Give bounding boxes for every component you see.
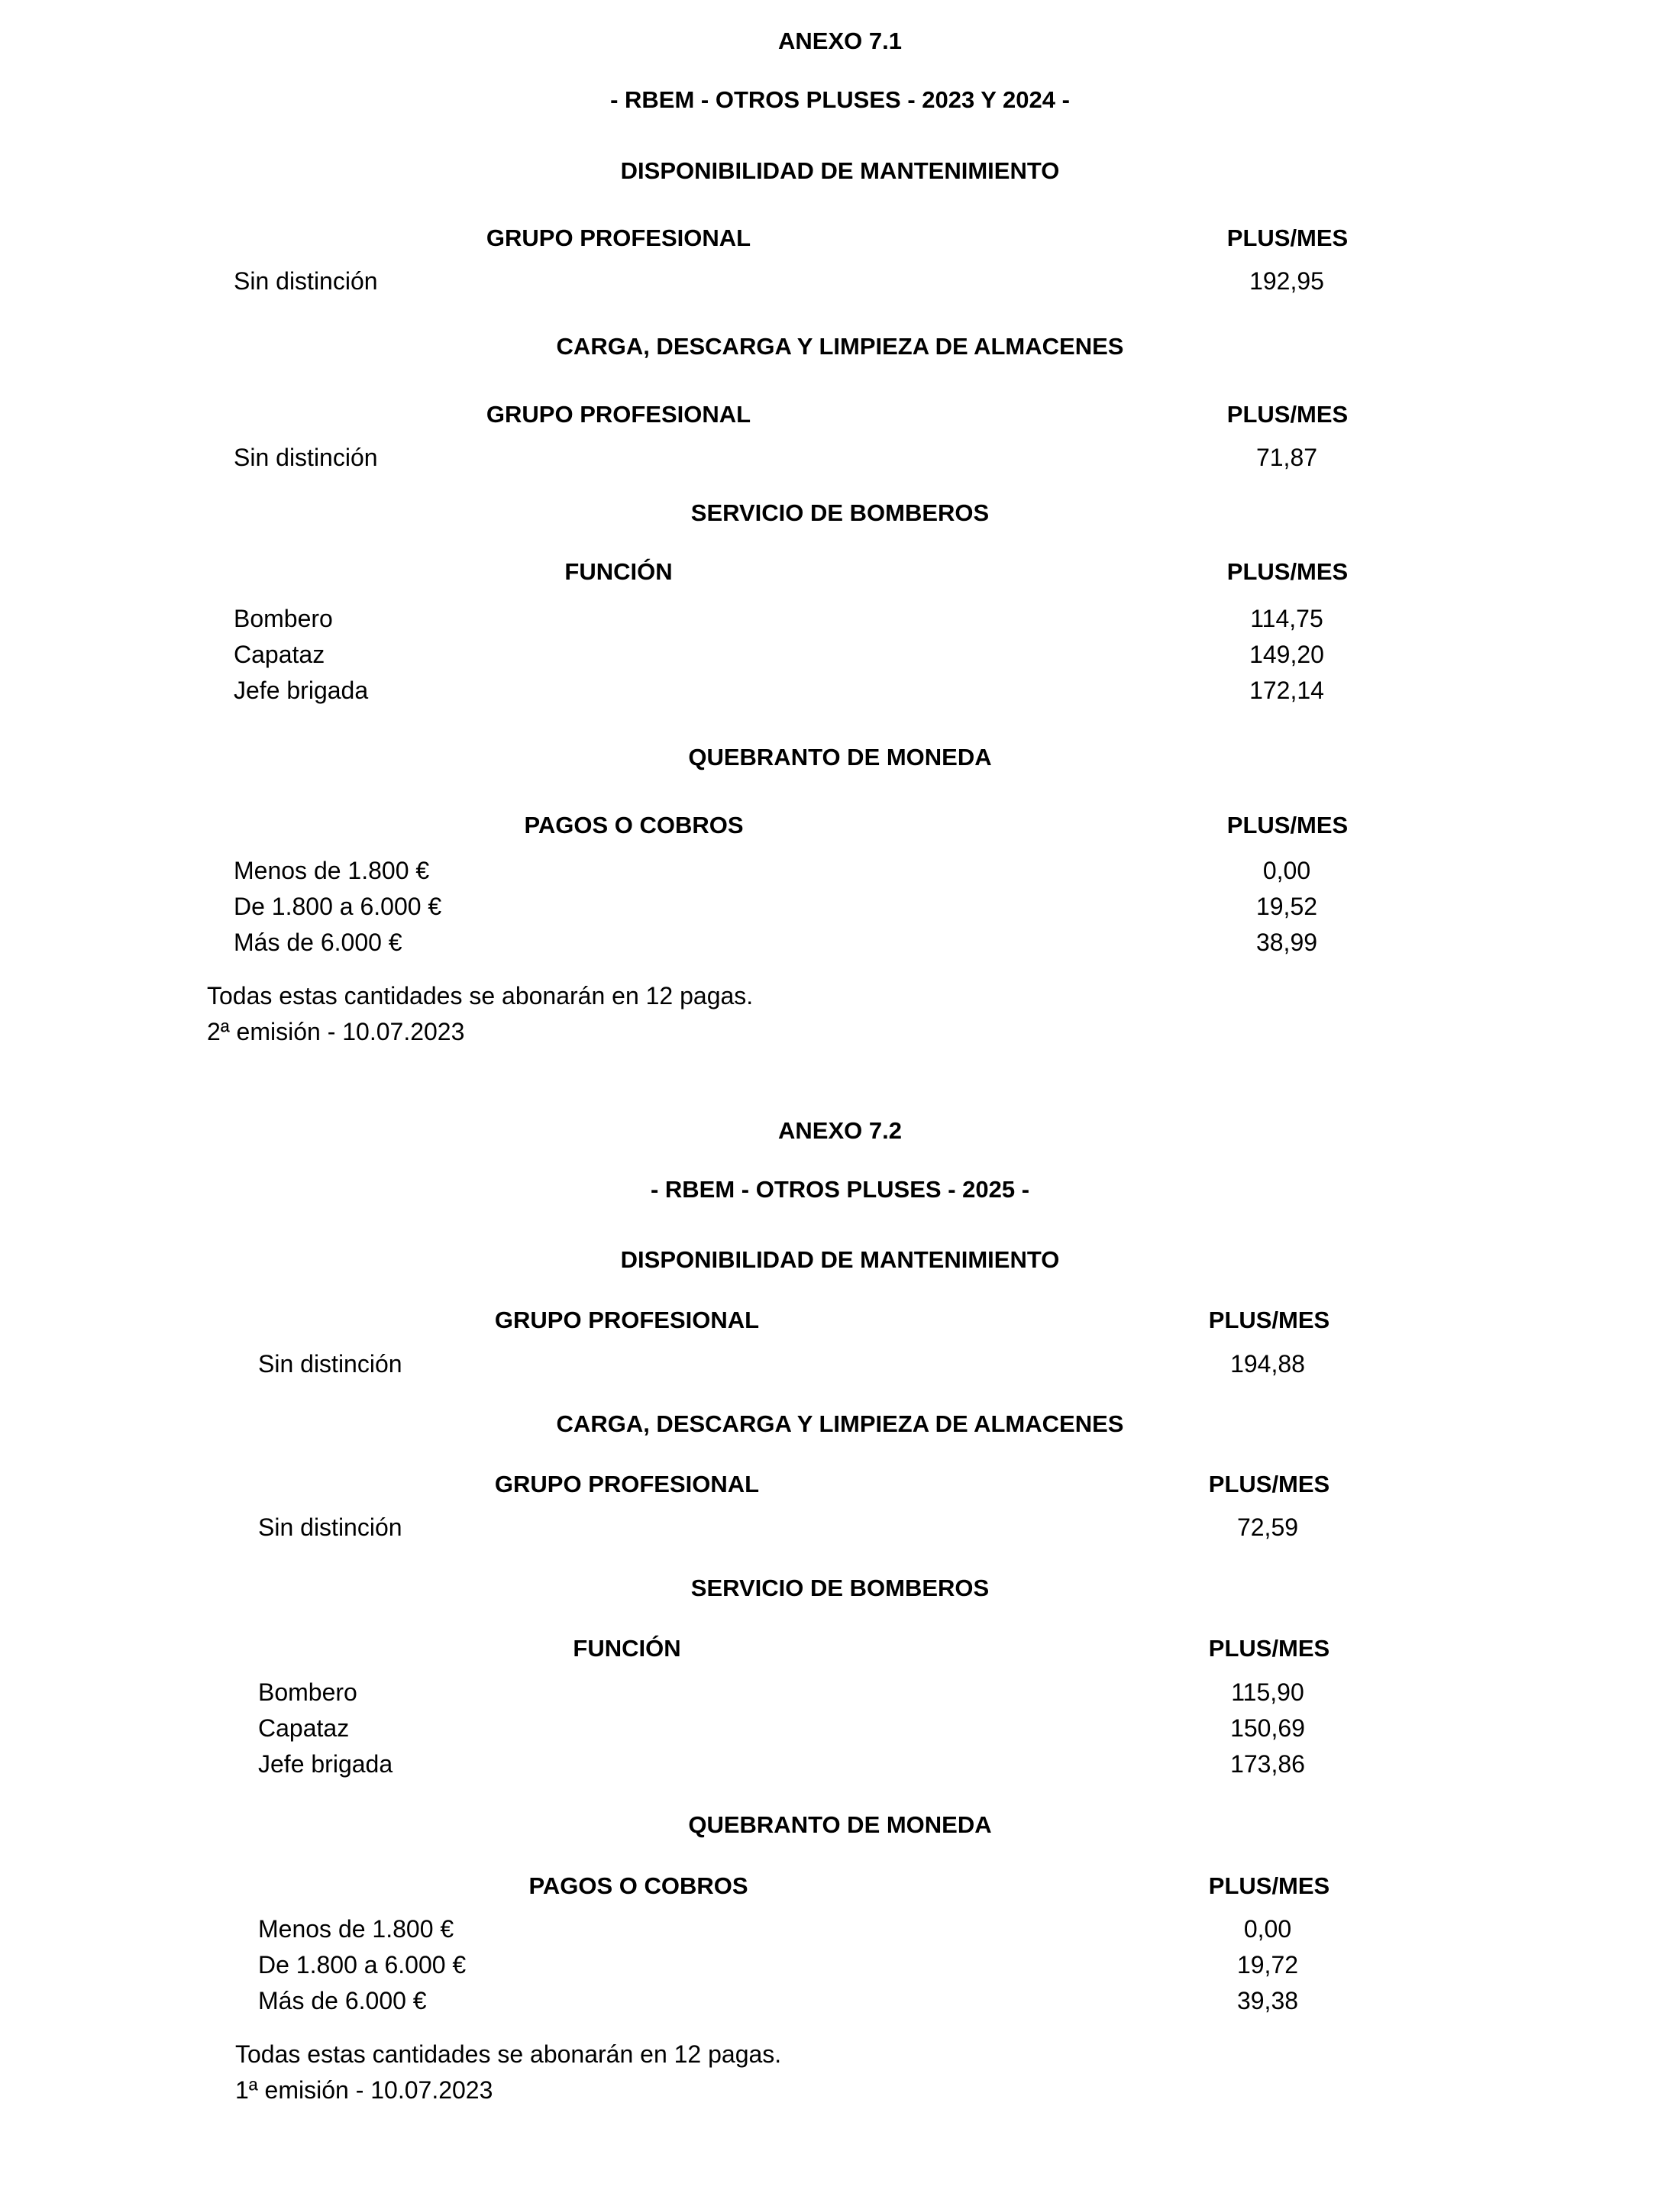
- row-value: 19,72: [1236, 1951, 1299, 1979]
- column-header-grupo: GRUPO PROFESIONAL: [494, 1307, 760, 1333]
- row-value: 0,00: [1243, 1915, 1292, 1943]
- row-label: Sin distinción: [234, 267, 378, 295]
- annex-subtitle: - RBEM - OTROS PLUSES - 2023 Y 2024 -: [610, 86, 1070, 113]
- section-heading-quebranto: QUEBRANTO DE MONEDA: [688, 1811, 992, 1838]
- column-header-funcion: FUNCIÓN: [573, 1635, 681, 1662]
- emission-note: 1ª emisión - 10.07.2023: [235, 2076, 493, 2104]
- row-label: Sin distinción: [258, 1513, 402, 1541]
- column-header-plus: PLUS/MES: [1208, 1872, 1330, 1899]
- column-header-pagos: PAGOS O COBROS: [524, 812, 744, 838]
- row-value: 38,99: [1255, 929, 1318, 956]
- row-value: 150,69: [1230, 1714, 1305, 1742]
- column-header-pagos: PAGOS O COBROS: [528, 1872, 748, 1899]
- row-value: 71,87: [1255, 444, 1318, 471]
- row-value: 72,59: [1236, 1513, 1299, 1541]
- row-label: De 1.800 a 6.000 €: [234, 893, 442, 920]
- annex-title: ANEXO 7.1: [778, 27, 902, 54]
- column-header-plus: PLUS/MES: [1208, 1635, 1330, 1662]
- row-label: Bombero: [258, 1678, 357, 1706]
- section-heading-bomberos: SERVICIO DE BOMBEROS: [690, 499, 990, 526]
- row-value: 39,38: [1236, 1987, 1299, 2014]
- column-header-plus: PLUS/MES: [1226, 558, 1349, 585]
- row-value: 194,88: [1230, 1350, 1305, 1378]
- row-label: Menos de 1.800 €: [234, 857, 430, 884]
- footnote: Todas estas cantidades se abonarán en 12 pagas.: [207, 982, 754, 1010]
- row-value: 149,20: [1249, 641, 1324, 668]
- section-heading-carga: CARGA, DESCARGA Y LIMPIEZA DE ALMACENES: [556, 1410, 1124, 1437]
- row-label: Jefe brigada: [234, 677, 369, 704]
- row-value: 0,00: [1262, 857, 1311, 884]
- annex-title: ANEXO 7.2: [778, 1117, 902, 1144]
- row-value: 173,86: [1230, 1750, 1305, 1778]
- row-value: 114,75: [1250, 605, 1323, 632]
- column-header-grupo: GRUPO PROFESIONAL: [486, 225, 751, 251]
- row-label: Capataz: [258, 1714, 350, 1742]
- column-header-plus: PLUS/MES: [1226, 812, 1349, 838]
- row-value: 19,52: [1255, 893, 1318, 920]
- row-label: Más de 6.000 €: [234, 929, 402, 956]
- section-heading-carga: CARGA, DESCARGA Y LIMPIEZA DE ALMACENES: [556, 333, 1124, 360]
- section-heading-disponibilidad: DISPONIBILIDAD DE MANTENIMIENTO: [620, 157, 1060, 184]
- column-header-grupo: GRUPO PROFESIONAL: [486, 401, 751, 428]
- emission-note: 2ª emisión - 10.07.2023: [207, 1018, 465, 1045]
- row-label: De 1.800 a 6.000 €: [258, 1951, 467, 1979]
- row-value: 172,14: [1249, 677, 1324, 704]
- row-label: Sin distinción: [234, 444, 378, 471]
- column-header-funcion: FUNCIÓN: [564, 558, 673, 585]
- row-value: 192,95: [1249, 267, 1324, 295]
- column-header-plus: PLUS/MES: [1208, 1307, 1330, 1333]
- row-label: Bombero: [234, 605, 333, 632]
- section-heading-bomberos: SERVICIO DE BOMBEROS: [690, 1575, 990, 1601]
- column-header-plus: PLUS/MES: [1226, 401, 1349, 428]
- section-heading-quebranto: QUEBRANTO DE MONEDA: [688, 744, 992, 770]
- row-label: Más de 6.000 €: [258, 1987, 427, 2014]
- row-label: Menos de 1.800 €: [258, 1915, 454, 1943]
- section-heading-disponibilidad: DISPONIBILIDAD DE MANTENIMIENTO: [620, 1246, 1060, 1273]
- footnote: Todas estas cantidades se abonarán en 12 pagas.: [235, 2040, 782, 2068]
- row-label: Jefe brigada: [258, 1750, 393, 1778]
- column-header-plus: PLUS/MES: [1208, 1471, 1330, 1497]
- column-header-plus: PLUS/MES: [1226, 225, 1349, 251]
- row-label: Capataz: [234, 641, 325, 668]
- row-label: Sin distinción: [258, 1350, 402, 1378]
- row-value: 115,90: [1231, 1678, 1304, 1706]
- annex-subtitle: - RBEM - OTROS PLUSES - 2025 -: [650, 1176, 1030, 1203]
- column-header-grupo: GRUPO PROFESIONAL: [494, 1471, 760, 1497]
